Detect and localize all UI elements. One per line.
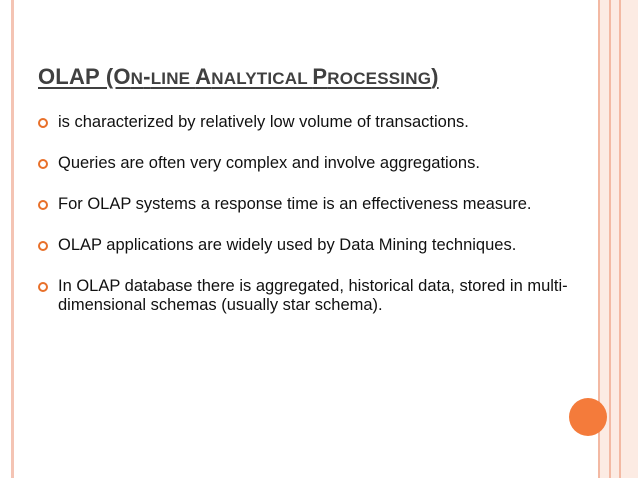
title-part: NALYTICAL bbox=[211, 69, 313, 88]
ring-bullet-icon bbox=[38, 241, 48, 251]
bullet-item bbox=[36, 277, 576, 315]
title-part: ) bbox=[431, 64, 439, 89]
left-decorative-rule bbox=[11, 0, 14, 478]
title-part: ROCESSING bbox=[327, 69, 432, 88]
title-part: OLAP (O bbox=[38, 64, 131, 89]
orange-circle-icon bbox=[569, 398, 607, 436]
bullet-item bbox=[36, 154, 576, 173]
title-part: N bbox=[130, 69, 144, 88]
bullet-text: Queries are often very complex and involve aggregations. bbox=[58, 154, 480, 172]
title-part: - bbox=[143, 64, 151, 89]
bullet-text: In OLAP database there is aggregated, historical data, stored in multi-dimensional schemas (usually star schema). bbox=[58, 277, 568, 314]
title-part: A bbox=[195, 64, 212, 89]
bullet-item bbox=[36, 113, 576, 132]
right-decorative-line bbox=[609, 0, 611, 478]
right-decorative-line bbox=[619, 0, 621, 478]
ring-bullet-icon bbox=[38, 200, 48, 210]
bullet-text: For OLAP systems a response time is an effectiveness measure. bbox=[58, 195, 532, 213]
bullet-item bbox=[36, 195, 576, 214]
bullet-list bbox=[36, 113, 576, 337]
slide-title bbox=[38, 64, 439, 90]
title-part: LINE bbox=[150, 69, 196, 88]
bullet-item bbox=[36, 236, 576, 255]
bullet-text: OLAP applications are widely used by Data Mining techniques. bbox=[58, 236, 517, 254]
bullet-text: is characterized by relatively low volume of transactions. bbox=[58, 113, 469, 131]
ring-bullet-icon bbox=[38, 159, 48, 169]
ring-bullet-icon bbox=[38, 118, 48, 128]
ring-bullet-icon bbox=[38, 282, 48, 292]
title-part: P bbox=[312, 64, 328, 89]
